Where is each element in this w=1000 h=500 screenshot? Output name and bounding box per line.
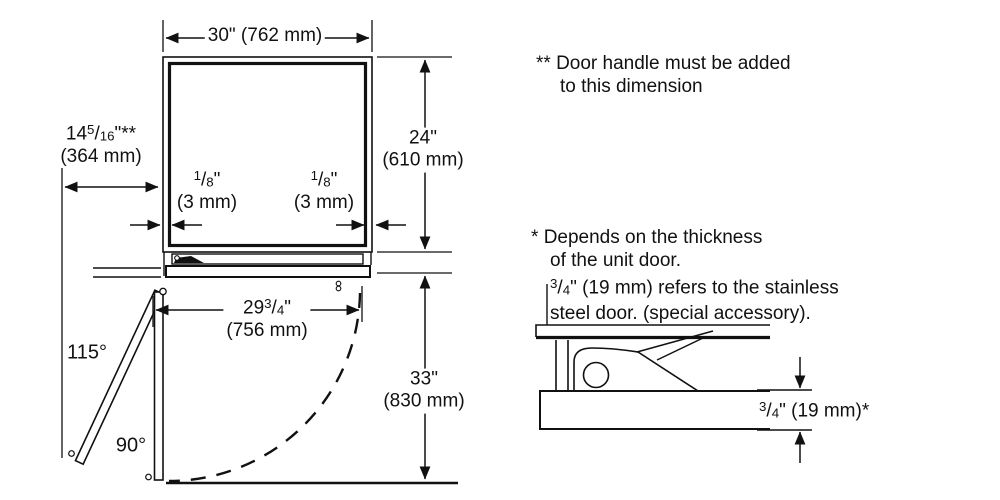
fraction-numerator: 3: [759, 399, 767, 414]
fraction-whole: 14: [65, 123, 88, 145]
note-text: Depends on the thickness: [543, 227, 763, 248]
fraction-slash: /: [317, 169, 324, 191]
note-door-thickness-line1: [531, 226, 839, 249]
fraction-denominator: 4: [562, 282, 571, 298]
dim-door-thickness-label: [756, 399, 872, 423]
dim-right-height-label: [379, 128, 466, 173]
fraction-denominator: 16: [99, 128, 115, 144]
dim-gap-right-label: [291, 168, 357, 214]
hinge-arm: [637, 331, 713, 360]
note-text: Door handle must be added: [556, 53, 791, 74]
fraction-numerator: 1: [310, 167, 318, 183]
fraction-suffix: ": [213, 169, 221, 191]
fraction-denominator: 8: [206, 174, 214, 190]
angle-90-label: 90°: [115, 434, 147, 457]
dim-door-clearance-inches: 33": [410, 368, 438, 390]
fraction-suffix: "**: [114, 123, 137, 145]
fraction-suffix: ": [330, 169, 338, 191]
fraction-denominator: 4: [771, 405, 780, 421]
dim-gap-right-mm: (3 mm): [293, 191, 355, 213]
fraction-numerator: 5: [87, 121, 95, 137]
fraction-denominator: 8: [323, 174, 331, 190]
note-door-handle: [536, 52, 791, 98]
fraction-slash: /: [271, 297, 277, 319]
note-marker: *: [531, 227, 539, 248]
dim-left-offset-mm: (364 mm): [60, 145, 142, 167]
fraction-suffix: " (19 mm)*: [779, 400, 870, 422]
dim-top-width-label: 30" (762 mm): [205, 25, 325, 47]
fraction-numerator: 3: [550, 276, 558, 291]
dim-right-height-mm: (610 mm): [382, 150, 464, 171]
note-door-thickness-line4: steel door. (special accessory).: [550, 302, 811, 324]
note-door-thickness-line2: of the unit door.: [550, 250, 681, 271]
angle-115-label: 115°: [67, 341, 107, 364]
hinge-body: [574, 348, 698, 391]
dim-right-height-inches: 24": [409, 127, 437, 149]
note-door-handle-line1: [536, 52, 791, 75]
closed-door: [166, 254, 370, 291]
note-marker: **: [536, 53, 551, 74]
door-pivot: [160, 288, 166, 294]
fraction-slash: /: [200, 169, 207, 191]
dim-left-offset-inches: [60, 122, 141, 146]
dim-door-width-inches: [226, 296, 307, 320]
note-door-handle-line2: to this dimension: [560, 76, 703, 97]
dim-gap-right-inches: [294, 168, 354, 192]
countertop-edge: [93, 268, 161, 277]
fraction-suffix: ": [284, 297, 291, 319]
fraction-numerator: 1: [193, 167, 201, 183]
detail-door-panel: [540, 391, 770, 429]
dim-gap-left-label: [174, 168, 240, 214]
dim-gap-left-mm: (3 mm): [176, 191, 238, 213]
fraction-numerator: 3: [264, 295, 272, 311]
dim-door-width-mm: (756 mm): [226, 319, 308, 341]
fraction-denominator: 4: [276, 302, 285, 318]
dim-gap-left-inches: [177, 168, 237, 192]
dim-door-clearance-label: [380, 369, 467, 414]
note-door-thickness-line3: [550, 272, 839, 302]
fraction-slash: /: [557, 277, 563, 299]
dim-left-offset-label: [57, 122, 144, 168]
dim-door-width-label: [223, 296, 310, 342]
dim-door-clearance-mm: (830 mm): [383, 391, 465, 412]
note-door-thickness: [531, 226, 839, 325]
fraction-slash: /: [766, 400, 772, 422]
note-text: " (19 mm) refers to the stainless: [570, 277, 839, 299]
fraction-whole: 29: [243, 297, 265, 319]
fraction-slash: /: [94, 123, 100, 145]
unit-outline: [163, 57, 372, 276]
